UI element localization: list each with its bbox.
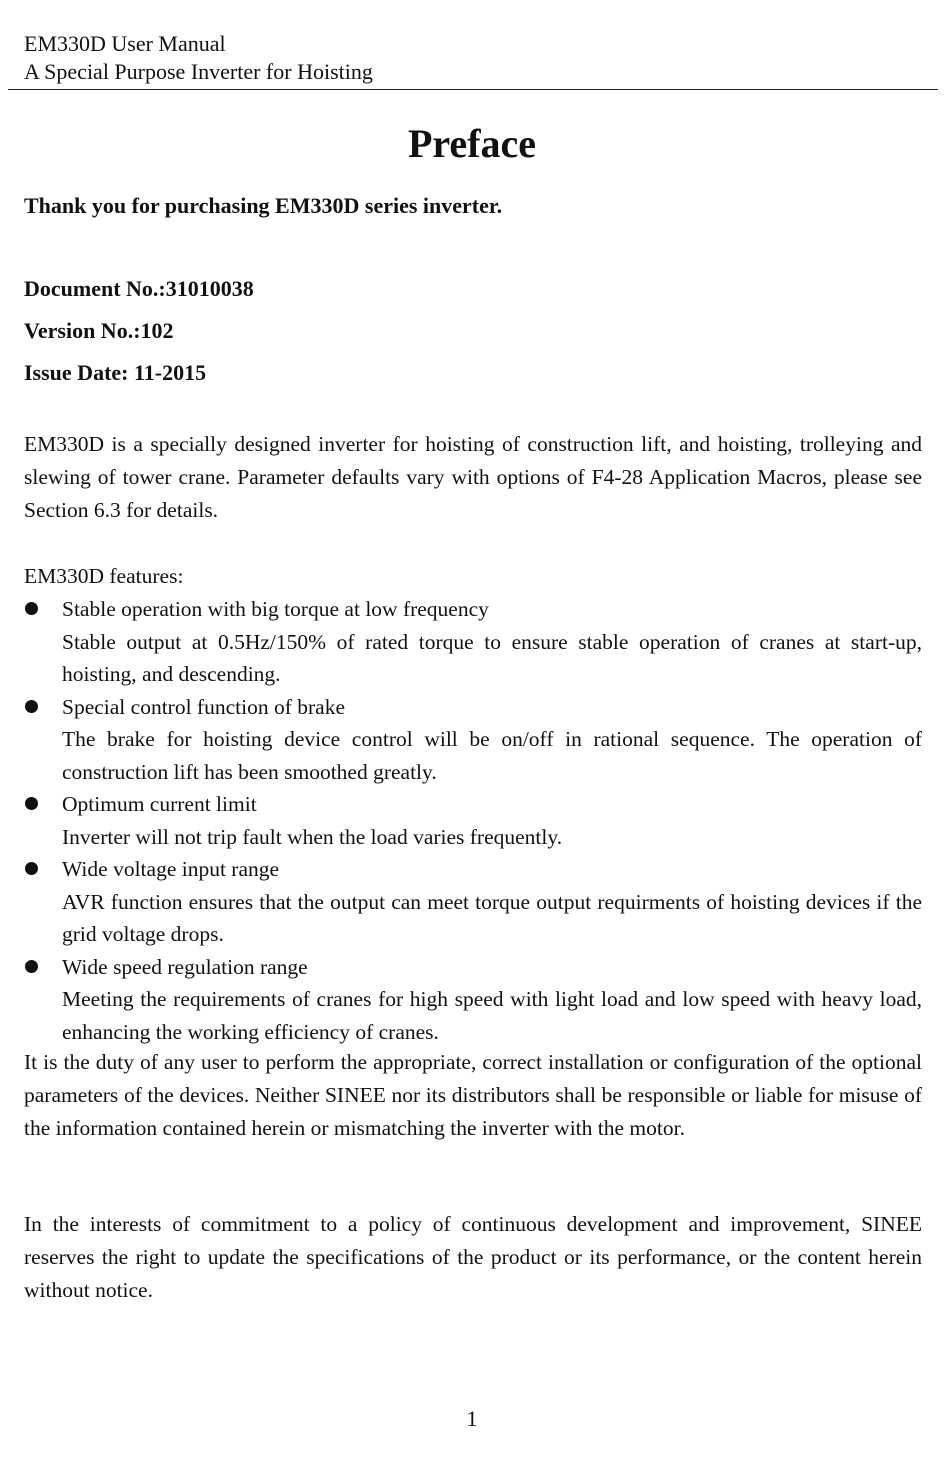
intro-paragraph: EM330D is a specially designed inverter for hoisting of construction lift, and hoisting, trolleying and slewing of tower crane. Parameter defaults vary with options of F4-28 Application Macros, please see Section 6.3 for details. xyxy=(24,432,922,522)
feature-item xyxy=(24,853,922,951)
running-header xyxy=(24,30,373,86)
header-manual-subtitle: A Special Purpose Inverter for Hoisting xyxy=(24,59,373,84)
feature-item xyxy=(24,951,922,1049)
feature-title: Special control function of brake xyxy=(62,694,345,719)
header-manual-title: EM330D User Manual xyxy=(24,31,226,56)
bullet-icon xyxy=(25,797,38,810)
feature-description: Stable output at 0.5Hz/150% of rated torque to ensure stable operation of cranes at start-up, hoisting, and descending. xyxy=(62,629,922,686)
thank-you-line: Thank you for purchasing EM330D series inverter. xyxy=(24,193,503,218)
features-heading: EM330D features: xyxy=(24,564,184,588)
bullet-icon xyxy=(25,862,38,875)
version-number: Version No.:102 xyxy=(24,318,174,343)
features-list xyxy=(24,593,922,1048)
feature-description: Inverter will not trip fault when the load varies frequently. xyxy=(62,824,563,849)
feature-title: Wide speed regulation range xyxy=(62,954,308,979)
feature-item xyxy=(24,788,922,853)
bullet-icon xyxy=(25,602,38,615)
disclaimer-paragraph: It is the duty of any user to perform the appropriate, correct installation or configuration of the optional parameters of the devices. Neither SINEE nor its distributors shall be responsible or liable for misuse of the information contained herein or mismatching the inverter with the motor. xyxy=(24,1050,922,1140)
document-number: Document No.:31010038 xyxy=(24,276,254,301)
feature-description: The brake for hoisting device control will be on/off in rational sequence. The operation of construction lift has been smoothed greatly. xyxy=(62,727,922,784)
page-number: 1 xyxy=(466,1406,478,1431)
feature-description: Meeting the requirements of cranes for high speed with light load and low speed with heavy load, enhancing the working efficiency of cranes. xyxy=(62,987,922,1044)
feature-title: Wide voltage input range xyxy=(62,857,280,881)
feature-item xyxy=(24,691,922,789)
page-title: Preface xyxy=(407,121,537,166)
feature-title: Optimum current limit xyxy=(62,792,257,816)
header-divider xyxy=(8,89,938,90)
feature-description: AVR function ensures that the output can meet torque output requirments of hoisting devices if the grid voltage drops. xyxy=(62,889,922,946)
feature-title: Stable operation with big torque at low frequency xyxy=(62,597,489,621)
bullet-icon xyxy=(25,700,38,713)
update-notice-paragraph: In the interests of commitment to a policy of continuous development and improvement, SINEE reserves the right to update the specifications of the product or its performance, or the content herein without notice. xyxy=(24,1212,922,1302)
feature-item xyxy=(24,593,922,691)
issue-date: Issue Date: 11-2015 xyxy=(24,360,207,385)
bullet-icon xyxy=(25,960,38,973)
